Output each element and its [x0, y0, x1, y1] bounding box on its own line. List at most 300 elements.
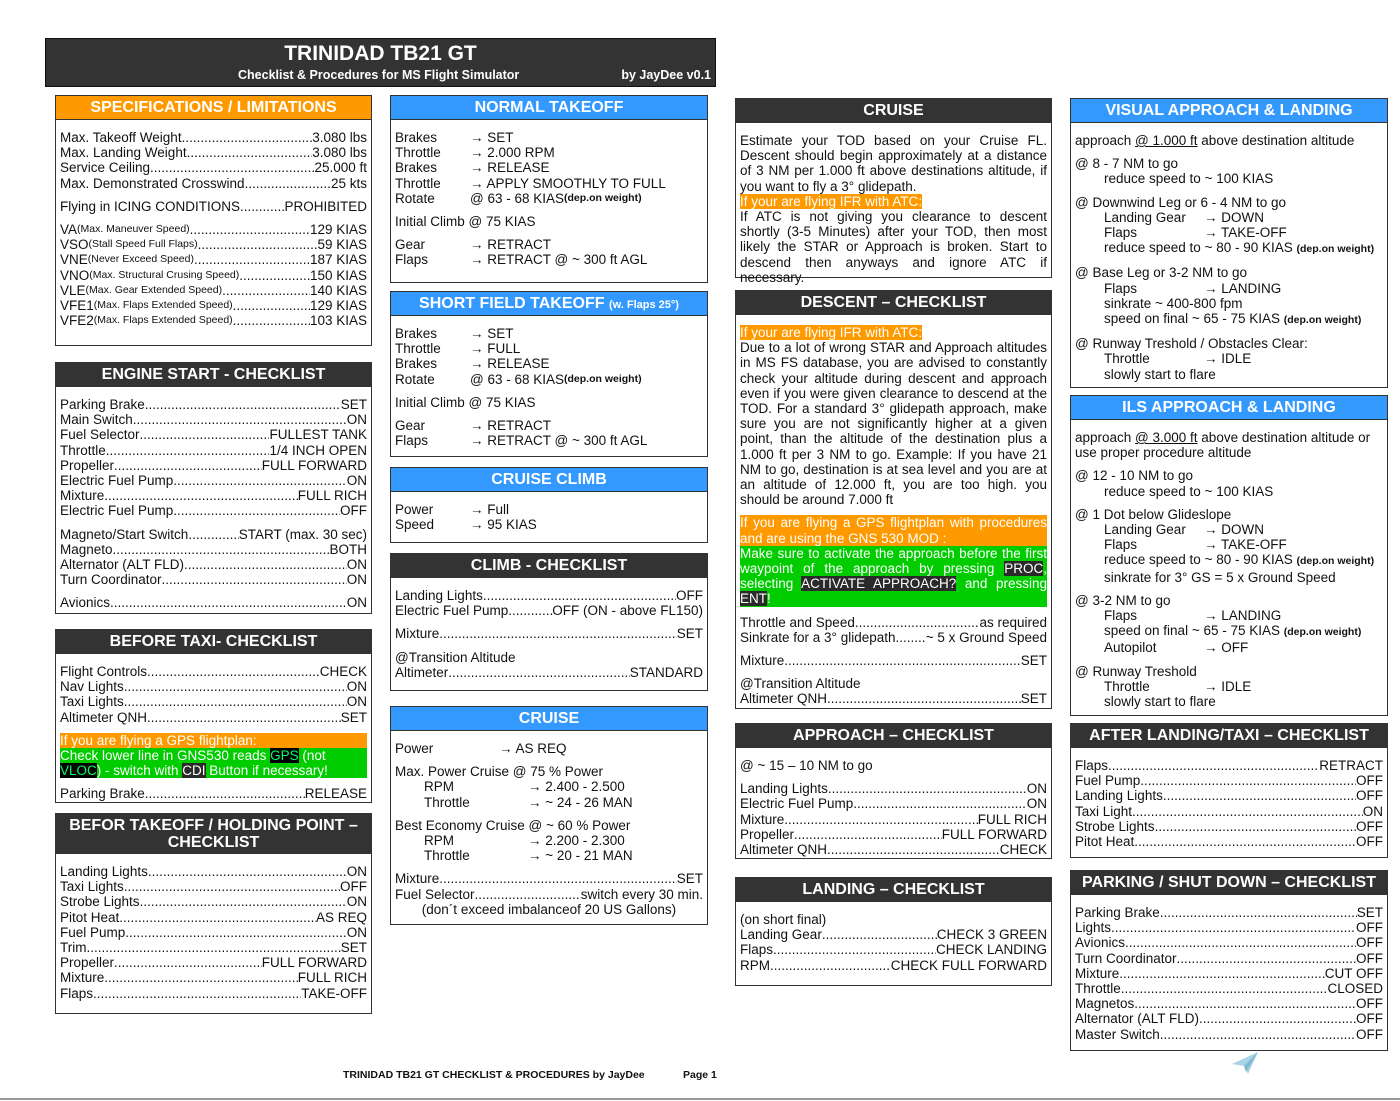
- text: Initial Climb @ 75 KIAS: [395, 394, 536, 410]
- item-value: 140 KIAS: [309, 282, 367, 298]
- text: speed on final ~ 65 - 75 KIAS: [1104, 311, 1284, 327]
- before-taxi-checklist: [55, 629, 372, 803]
- step-label: Power: [395, 502, 434, 517]
- dot-leader: [110, 595, 347, 610]
- page-number: Page 1: [683, 1069, 717, 1081]
- descent-checklist: [735, 290, 1052, 709]
- item-label: Taxi Lights: [60, 694, 124, 710]
- checklist-item: [60, 970, 367, 985]
- item-label: Throttle and Speed: [740, 614, 855, 630]
- paragraph-text: @ 3.000 ft: [1135, 430, 1198, 445]
- item-note: (Never Exceed Speed): [87, 253, 194, 266]
- checklist-item: [60, 176, 367, 191]
- item-value: FULL RICH: [297, 970, 367, 986]
- page-bottom-divider: [0, 1098, 1400, 1100]
- checklist-item: [60, 237, 367, 252]
- panel-header: [736, 291, 1051, 315]
- item-label: Parking Brake: [60, 397, 145, 412]
- text: @ Downwind Leg or 6 - 4 NM to go: [1075, 194, 1287, 210]
- step-label: Flaps: [1104, 280, 1138, 296]
- normal-takeoff-panel: [390, 95, 708, 283]
- button-name: VLOC: [60, 763, 97, 779]
- item-value: SET: [340, 940, 367, 956]
- procedure-step: [395, 433, 703, 448]
- item-label: Trim: [60, 940, 87, 956]
- item-value: OFF: [1356, 1026, 1383, 1042]
- item-label: Flaps: [740, 942, 774, 958]
- item-label: Mixture: [395, 871, 440, 887]
- checklist-item: [60, 910, 367, 925]
- checklist-item: [60, 557, 367, 572]
- paragraph-text: above destination altitude: [1197, 133, 1355, 148]
- dot-leader: [194, 252, 310, 267]
- item-value: OFF: [1356, 950, 1383, 966]
- item-value: ON: [1026, 796, 1047, 812]
- item-label: Magneto: [60, 541, 113, 557]
- dot-leader: [784, 653, 1020, 668]
- panel-body: [391, 492, 707, 532]
- item-label: Fuel Pump: [1075, 773, 1141, 789]
- item-value: OFF: [1356, 1011, 1383, 1027]
- item-value: TAKE-OFF: [301, 985, 367, 1001]
- procedure-step: [1075, 522, 1383, 537]
- paragraph-text: (not: [298, 748, 326, 764]
- item-note: (Stall Speed Full Flaps): [88, 238, 198, 251]
- paragraph-text: If ATC is not giving you clearance to descent shortly (3-5 Minutes) after your TOD, then most likely the STAR or Approach is broken. Start to descend then anyways and ignore ATC if necessary.: [740, 209, 1047, 285]
- dot-leader: [87, 940, 341, 955]
- item-value: OFF: [1356, 818, 1383, 834]
- text-line: [1075, 507, 1383, 522]
- item-label: Service Ceiling: [60, 160, 151, 176]
- checklist-item: [60, 940, 367, 955]
- panel-body: [1071, 123, 1387, 382]
- checklist-item: [740, 653, 1047, 668]
- step-note: (dep.on weight): [564, 372, 642, 385]
- paragraph-text: ) - switch with: [96, 763, 183, 779]
- specifications-panel: [55, 95, 372, 346]
- item-label: Flaps: [60, 985, 94, 1001]
- paragraph-text: approach: [1075, 430, 1136, 445]
- dot-leader: [133, 412, 347, 427]
- line-group: [60, 864, 367, 1001]
- dot-leader: [827, 691, 1021, 706]
- panel-title: NORMAL TAKEOFF: [474, 99, 624, 116]
- item-label: Altimeter QNH: [740, 842, 828, 858]
- document-byline: by JayDee v0.1: [621, 68, 711, 82]
- item-label: Propeller: [60, 955, 115, 971]
- item-label: Alternator (ALT FLD): [1075, 1011, 1200, 1027]
- paragraph: [740, 325, 1047, 340]
- text-line: [1075, 552, 1383, 569]
- item-label: VSO: [60, 237, 89, 253]
- step-action: → TAKE-OFF: [1204, 225, 1287, 241]
- dot-leader: [1111, 920, 1356, 935]
- step-action: → 2.400 - 2.500: [528, 779, 625, 795]
- item-label: Max. Demonstrated Crosswind: [60, 175, 245, 191]
- panel-title: AFTER LANDING/TAXI – CHECKLIST: [1089, 727, 1369, 744]
- panel-body: [1071, 895, 1387, 1042]
- item-label: Strobe Lights: [60, 894, 140, 910]
- text: sinkrate ~ 400-800 fpm: [1104, 295, 1243, 311]
- item-label: Landing Lights: [1075, 788, 1163, 804]
- paragraph-text: !: [767, 591, 771, 607]
- procedure-step: [395, 145, 703, 160]
- item-label: VNO: [60, 267, 90, 283]
- panel-title: CRUISE CLIMB: [491, 471, 607, 488]
- step-action: → 2.000 RPM: [470, 145, 555, 161]
- panel-body: [56, 387, 371, 611]
- line-group: [1075, 758, 1383, 849]
- line-group: [740, 325, 1047, 507]
- checklist-item: [60, 298, 367, 313]
- line-group: [1075, 468, 1383, 498]
- panel-body: [56, 120, 371, 328]
- item-value: CLOSED: [1327, 981, 1383, 997]
- panel-title: APPROACH – CHECKLIST: [793, 727, 994, 744]
- item-value: PROHIBITED: [284, 198, 367, 214]
- dot-leader: [114, 955, 262, 970]
- text-note: (dep.on weight): [1296, 555, 1375, 568]
- item-label: Flying in ICING CONDITIONS: [60, 198, 241, 214]
- text-line: [1075, 311, 1383, 328]
- item-label: VFE1: [60, 298, 94, 314]
- paragraph-text: , selecting: [740, 561, 1047, 592]
- checklist-item: [1075, 951, 1383, 966]
- panel-header: [391, 707, 707, 731]
- item-label: Electric Fuel Pump: [740, 796, 854, 812]
- dot-leader: [1199, 1011, 1356, 1026]
- checklist-item: [740, 615, 1047, 630]
- approach-checklist: [735, 723, 1052, 859]
- text-note: (dep.on weight): [1296, 243, 1375, 256]
- text: (don´t exceed imbalanceof 20 US Gallons): [421, 901, 677, 917]
- item-value: SET: [340, 397, 367, 412]
- dot-leader: [1132, 804, 1363, 819]
- step-action: → DOWN: [1204, 209, 1264, 225]
- parking-shutdown-checklist: [1070, 870, 1388, 1051]
- procedure-step: [395, 517, 703, 532]
- item-value: 129 KIAS: [309, 222, 367, 238]
- procedure-step: [395, 372, 703, 387]
- item-value: ON: [346, 473, 367, 489]
- item-label: Master Switch: [1075, 1026, 1160, 1042]
- item-value: FULL FORWARD: [941, 826, 1047, 842]
- step-label: Throttle: [424, 794, 470, 810]
- checklist-item: [60, 443, 367, 458]
- checklist-item: [60, 473, 367, 488]
- procedure-step: [1075, 351, 1383, 366]
- checklist-item: [60, 222, 367, 237]
- text-line: [1075, 195, 1383, 210]
- item-value: ON: [346, 572, 367, 588]
- checklist-item: [60, 595, 367, 610]
- paragraph: [740, 209, 1047, 285]
- after-landing-checklist: [1070, 723, 1388, 858]
- panel-header: [1071, 871, 1387, 895]
- paragraph-text: Estimate your TOD based on your Cruise FL. Descent should begin approximately at a distance of 3 NM per 1.000 ft above destinations altitude, if you want to fly a 3° glidepath.: [740, 133, 1047, 194]
- checklist-item: [1075, 1011, 1383, 1026]
- step-action: → IDLE: [1204, 678, 1252, 694]
- dot-leader: [1134, 996, 1356, 1011]
- checklist-item: [60, 130, 367, 145]
- text-line: [1075, 336, 1383, 351]
- item-value: ON: [346, 595, 367, 611]
- step-action: → AS REQ: [499, 741, 567, 756]
- item-value: CHECK FULL FORWARD: [890, 957, 1047, 973]
- dot-leader: [1163, 788, 1356, 803]
- item-value: FULL RICH: [977, 811, 1047, 827]
- text-line: [395, 764, 703, 779]
- text: @ 3-2 NM to go: [1075, 592, 1171, 608]
- line-group: [1075, 593, 1383, 656]
- item-label: Electric Fuel Pump: [60, 473, 174, 489]
- item-value: OFF: [676, 588, 703, 603]
- step-action: → Full: [470, 502, 510, 517]
- item-value: OFF: [1356, 935, 1383, 951]
- dot-leader: [853, 796, 1026, 811]
- item-label: Mixture: [60, 970, 105, 986]
- step-action: → RETRACT: [470, 237, 551, 253]
- line-group: [740, 912, 1047, 973]
- text: @ Runway Treshold / Obstacles Clear:: [1075, 336, 1308, 352]
- step-label: Gear: [395, 418, 426, 434]
- panel-body: [736, 123, 1051, 285]
- text-line: [1075, 623, 1383, 640]
- paper-plane-icon: [1232, 1052, 1258, 1079]
- text-line: [740, 912, 1047, 927]
- item-value: 25 kts: [330, 175, 367, 191]
- checklist-item: [740, 958, 1047, 973]
- item-value: 150 KIAS: [309, 267, 367, 283]
- checklist-item: [1075, 966, 1383, 981]
- item-label: VNE: [60, 252, 88, 268]
- dot-leader: [145, 786, 305, 801]
- step-label: Throttle: [1104, 678, 1150, 694]
- panel-title: BEFORE TAXI- CHECKLIST: [109, 633, 318, 650]
- step-action: → RELEASE: [470, 160, 550, 176]
- item-label: Mixture: [740, 653, 785, 669]
- step-label: Rotate: [395, 371, 435, 387]
- dot-leader: [784, 812, 977, 827]
- dot-leader: [104, 488, 297, 503]
- checklist-item: [60, 955, 367, 970]
- item-label: VLE: [60, 282, 86, 298]
- text: @Transition Altitude: [740, 676, 861, 692]
- line-group: [1075, 156, 1383, 186]
- dot-leader: [114, 458, 262, 473]
- line-group: [395, 237, 703, 267]
- panel-title: SHORT FIELD TAKEOFF: [419, 295, 605, 312]
- checklist-item: [60, 503, 367, 518]
- text: Initial Climb @ 75 KIAS: [395, 214, 536, 230]
- dot-leader: [162, 572, 347, 587]
- line-group: [740, 515, 1047, 606]
- line-group: [60, 130, 367, 191]
- item-value: OFF (ON - above FL150): [552, 603, 703, 619]
- item-value: CHECK: [319, 664, 367, 679]
- item-value: 103 KIAS: [309, 313, 367, 329]
- paragraph: [1075, 133, 1383, 148]
- dot-leader: [896, 630, 926, 645]
- dot-leader: [150, 160, 314, 175]
- paragraph-text: approach: [1075, 133, 1136, 148]
- item-label: Avionics: [1075, 935, 1126, 951]
- line-group: [1075, 507, 1383, 585]
- button-name: CDI: [182, 763, 206, 779]
- item-label: Strobe Lights: [1075, 818, 1155, 834]
- dot-leader: [184, 557, 347, 572]
- line-group: [60, 595, 367, 610]
- item-label: Throttle: [60, 442, 106, 458]
- dot-leader: [148, 864, 347, 879]
- procedure-step: [395, 502, 703, 517]
- text: (on short final): [740, 912, 827, 927]
- line-group: [395, 502, 703, 532]
- item-note: (Max. Flaps Extended Speed): [93, 314, 233, 327]
- step-action: @ 63 - 68 KIAS: [470, 190, 564, 206]
- step-label: Rotate: [395, 190, 435, 206]
- dot-leader: [93, 986, 301, 1001]
- item-value: OFF: [340, 879, 367, 895]
- item-value: ON: [346, 694, 367, 710]
- item-label: Sinkrate for a 3° glidepath: [740, 629, 896, 645]
- line-group: [60, 786, 367, 801]
- item-label: Flight Controls: [60, 664, 148, 679]
- step-label: Flaps: [395, 252, 429, 268]
- checklist-item: [740, 796, 1047, 811]
- step-action: → APPLY SMOOTHLY TO FULL: [470, 175, 666, 191]
- procedure-step: [1075, 640, 1383, 655]
- item-value: OFF: [1356, 788, 1383, 804]
- panel-title: BEFOR TAKEOFF / HOLDING POINT – CHECKLIST: [69, 817, 358, 851]
- item-value: ON: [1362, 803, 1383, 819]
- line-group: [395, 626, 703, 641]
- panel-header: [736, 724, 1051, 748]
- text: @ ~ 15 – 10 NM to go: [740, 758, 873, 773]
- step-action: → IDLE: [1204, 351, 1252, 367]
- paragraph-text: Due to a lot of wrong STAR and Approach altitudes in MS FS database, you are advised to constantly check your altitude during descent and approach even if you were given clearance to descend at the TOD. For a standard 3° glidepath approach, make sure you are not significantly higher at a given point, than the altitude of the destination plus a 1.000 ft per 3 NM to go. Example: If you have 21 NM to go, destination is at sea level and you are at an altitude of 12.000 ft, you are too high. you should be around 7.000 ft: [740, 340, 1047, 508]
- checklist-item: [1075, 920, 1383, 935]
- item-label: Taxi Light: [1075, 803, 1133, 819]
- dot-leader: [113, 542, 330, 557]
- checklist-item: [395, 588, 703, 603]
- item-value: FULLEST TANK: [269, 427, 367, 443]
- procedure-step: [395, 356, 703, 371]
- paragraph: [60, 733, 367, 748]
- panel-title: PARKING / SHUT DOWN – CHECKLIST: [1082, 874, 1376, 891]
- dot-leader: [439, 871, 676, 886]
- item-value: ~ 5 x Ground Speed: [925, 629, 1047, 645]
- step-label: Throttle: [1104, 351, 1150, 367]
- item-label: Max. Landing Weight: [60, 145, 187, 161]
- item-value: BOTH: [329, 541, 367, 557]
- dot-leader: [475, 887, 581, 902]
- checklist-item: [1075, 773, 1383, 788]
- panel-header: [391, 96, 707, 120]
- line-group: [395, 214, 703, 229]
- item-label: Nav Lights: [60, 679, 124, 695]
- dot-leader: [147, 664, 320, 679]
- dot-leader: [187, 145, 313, 160]
- item-note: (Max. Flaps Extended Speed): [93, 299, 233, 312]
- item-label: Max. Takeoff Weight: [60, 130, 182, 145]
- step-label: RPM: [424, 779, 454, 795]
- step-label: Throttle: [424, 848, 470, 864]
- item-label: Landing Lights: [60, 864, 148, 879]
- step-action: → 95 KIAS: [470, 517, 537, 533]
- text: slowly start to flare: [1104, 366, 1216, 382]
- item-label: Mixture: [740, 811, 785, 827]
- step-action: → FULL: [470, 341, 521, 357]
- item-label: VFE2: [60, 313, 94, 329]
- item-value: ON: [346, 894, 367, 910]
- procedure-step: [1075, 679, 1383, 694]
- line-group: [395, 871, 703, 917]
- item-value: 59 KIAS: [317, 237, 367, 253]
- panel-header: [56, 363, 371, 387]
- panel-title: CRUISE: [518, 710, 580, 727]
- step-label: Landing Gear: [1104, 209, 1186, 225]
- step-label: Flaps: [1104, 608, 1138, 624]
- text-line: [1075, 265, 1383, 280]
- procedure-step: [395, 795, 703, 810]
- item-label: Magnetos: [1075, 996, 1135, 1012]
- item-value: 3.080 lbs: [312, 130, 367, 145]
- procedure-step: [1075, 225, 1383, 240]
- step-label: Power: [395, 741, 434, 756]
- step-action: → LANDING: [1204, 608, 1282, 624]
- item-value: OFF: [340, 503, 367, 519]
- paragraph-text: above destination altitude or use proper procedure altitude: [1075, 430, 1371, 461]
- text: Max. Power Cruise @ 75 % Power: [395, 764, 604, 780]
- line-group: [1075, 195, 1383, 258]
- item-label: Fuel Selector: [60, 427, 140, 443]
- step-action: → LANDING: [1204, 280, 1282, 296]
- dot-leader: [1108, 758, 1319, 773]
- dot-leader: [173, 473, 346, 488]
- text-line: [395, 395, 703, 410]
- dot-leader: [124, 679, 347, 694]
- item-label: Lights: [1075, 920, 1112, 936]
- text-line: [740, 758, 1047, 773]
- item-value: SET: [1356, 905, 1383, 920]
- text-line: [395, 214, 703, 229]
- line-group: [60, 222, 367, 328]
- checklist-item: [60, 694, 367, 709]
- line-group: [395, 326, 703, 387]
- paragraph-text: Make sure to activate the approach before the first waypoint of the approach by pressing: [740, 545, 1047, 577]
- paragraph-text: If you are flying a GPS flightplan:: [60, 732, 257, 748]
- item-label: Mixture: [395, 626, 440, 642]
- step-label: Throttle: [395, 145, 441, 161]
- checklist-item: [395, 626, 703, 641]
- line-group: [1075, 905, 1383, 1042]
- panel-body: [1071, 748, 1387, 849]
- checklist-item: [395, 871, 703, 886]
- item-label: Avionics: [60, 595, 111, 611]
- checklist-item: [740, 781, 1047, 796]
- panel-header: [1071, 99, 1387, 123]
- text: sinkrate for 3° GS = 5 x Ground Speed: [1104, 569, 1336, 585]
- item-label: Parking Brake: [1075, 905, 1160, 920]
- item-label: Landing Gear: [740, 927, 822, 943]
- item-label: Electric Fuel Pump: [395, 603, 509, 619]
- text: reduce speed to ~ 80 - 90 KIAS: [1104, 240, 1297, 256]
- line-group: [740, 615, 1047, 645]
- checklist-item: [60, 986, 367, 1001]
- step-action: → RETRACT @ ~ 300 ft AGL: [470, 252, 648, 268]
- dot-leader: [1155, 819, 1356, 834]
